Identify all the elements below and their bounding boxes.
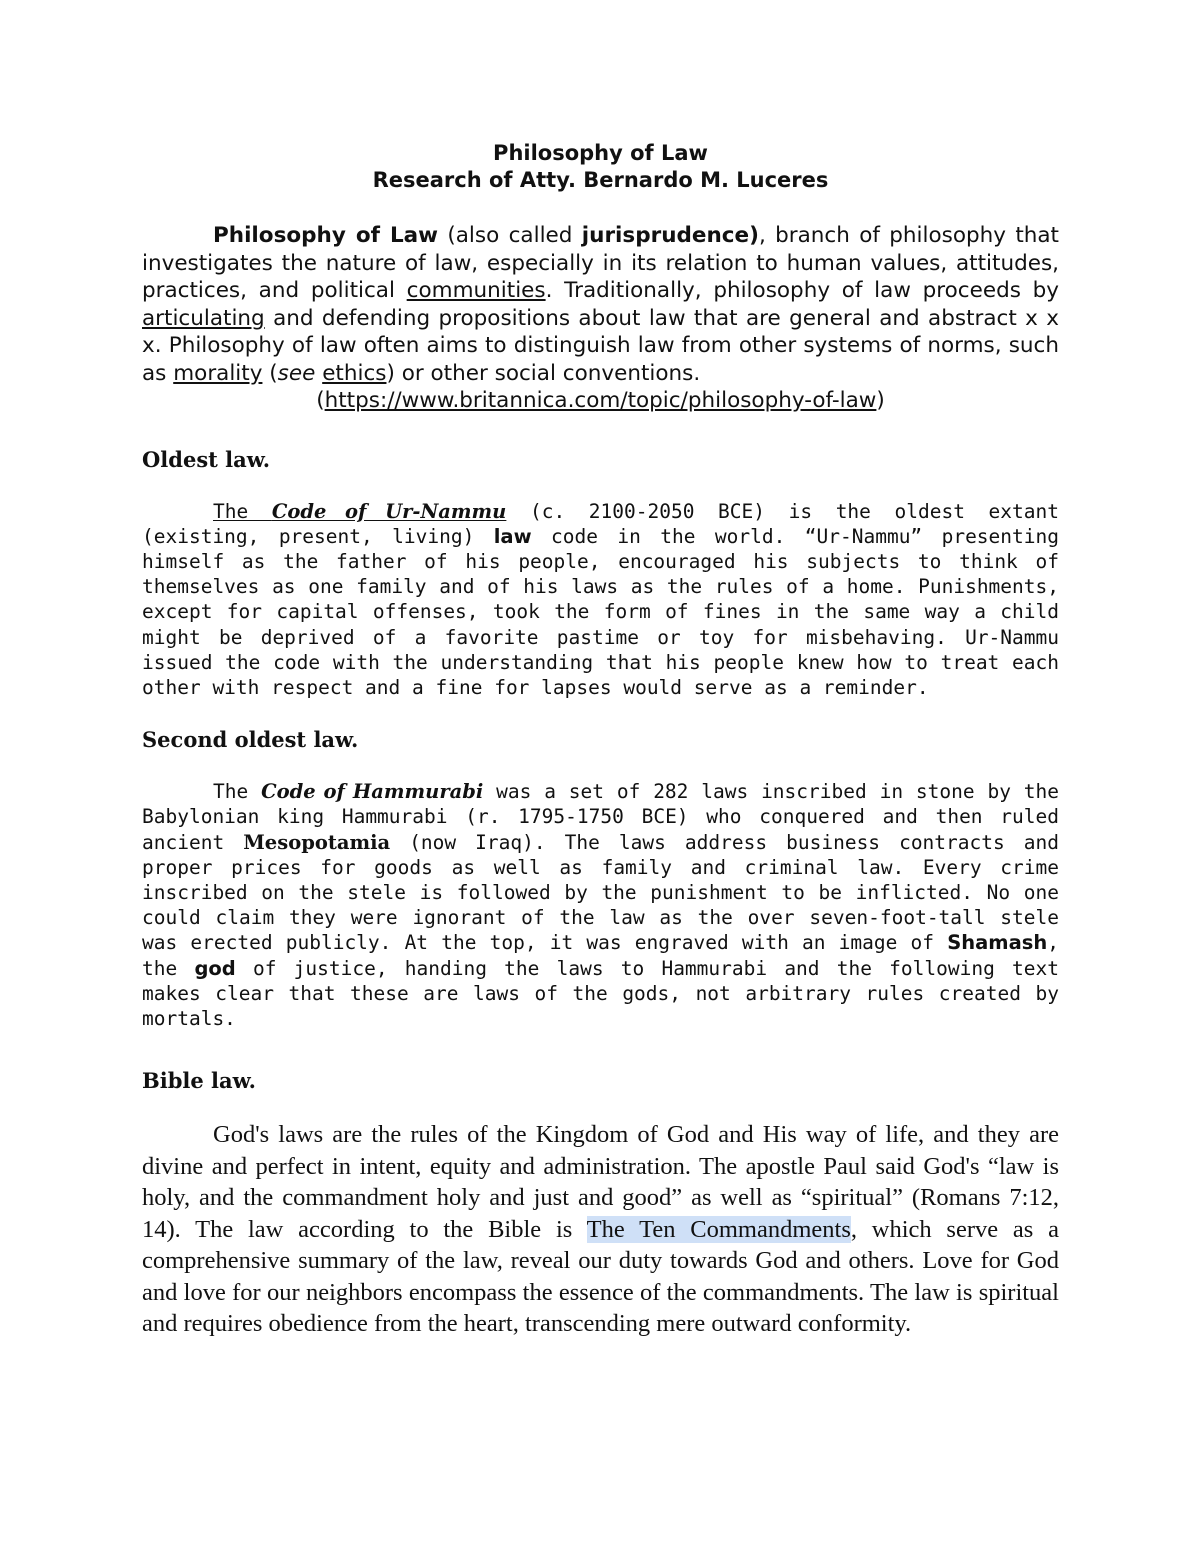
link-morality[interactable]: morality <box>173 360 263 386</box>
second-law-paragraph: The Code of Hammurabi was a set of 282 laws inscribed in stone by the Babylonian king Hammurabi (r. 1795-1750 BCE) who conquered and then ruled ancient Mesopotamia (now Iraq). The laws address business contracts and proper prices for goods as well as family and criminal law. Every crime inscribed on the stele is followed by the punishment to be inflicted. No one could claim they were ignorant of the law as the over seven-foot-tall stele was erected publicly. At the top, it was engraved with an image of Shamash, the god of justice, handing the laws to Hammurabi and the following text makes clear that these are laws of the gods, not arbitrary rules created by mortals. <box>142 780 1059 1030</box>
link-ethics[interactable]: ethics <box>322 360 387 386</box>
link-communities[interactable]: communities <box>406 278 546 303</box>
oldest-law-paragraph: The Code of Ur-Nammu (c. 2100-2050 BCE) is the oldest extant (existing, present, living) law code in the world. “Ur-Nammu” presenting himself as the father of his people, encouraged his subjects to think of themselves as one family and of his laws as the rules of a home. Punishments, except for capital offenses, took the form of fines in the same way a child might be deprived of a favorite pastime or toy for misbehaving. Ur-Nammu issued the code with the understanding that his people knew how to treat each other with respect and a fine for lapses would serve as a reminder. <box>142 499 1059 699</box>
source-link[interactable]: https://www.britannica.com/topic/philosophy-of-law <box>324 388 877 413</box>
heading-bible-law: Bible law. <box>142 1068 256 1094</box>
link-articulating[interactable]: articulating <box>142 305 265 331</box>
term-philosophy-of-law: Philosophy of Law <box>213 223 439 248</box>
heading-oldest-law: Oldest law. <box>142 446 271 472</box>
heading-second-oldest-law: Second oldest law. <box>142 727 359 753</box>
code-hammurabi-ref: Code of Hammurabi <box>261 780 484 804</box>
source-line: (https://www.britannica.com/topic/philosophy-of-law) <box>316 388 885 413</box>
bible-law-paragraph: God's laws are the rules of the Kingdom of God and His way of life, and they are divine and perfect in intent, equity and administration. The apostle Paul said God's “law is holy, and the commandment holy and just and good” as well as “spiritual” (Romans 7:12, 14). The law according to the Bible is The Ten Commandments, which serve as a comprehensive summary of the law, reveal our duty towards God and others. Love for God and love for our neighbors encompass the essence of the commandments. The law is spiritual and requires obedience from the heart, transcending mere outward conformity. <box>142 1121 1059 1338</box>
term-jurisprudence: jurisprudence) <box>581 223 759 248</box>
document-page <box>142 140 1059 1340</box>
document-title: Philosophy of Law <box>493 141 708 165</box>
document-subtitle: Research of Atty. Bernardo M. Luceres <box>372 168 829 192</box>
code-ur-nammu-ref[interactable]: The Code of Ur-Nammu <box>213 499 507 523</box>
highlighted-ten-commandments: The Ten Commandments <box>586 1215 851 1243</box>
intro-paragraph: Philosophy of Law (also called jurisprudence), branch of philosophy that investigates the nature of law, especially in its relation to human values, attitudes, practices, and political communities. Traditionally, philosophy of law proceeds by articulating and defending propositions about law that are general and abstract x x x. Philosophy of law often aims to distinguish law from other systems of norms, such as morality (see ethics) or other social conventions. <box>142 223 1059 386</box>
